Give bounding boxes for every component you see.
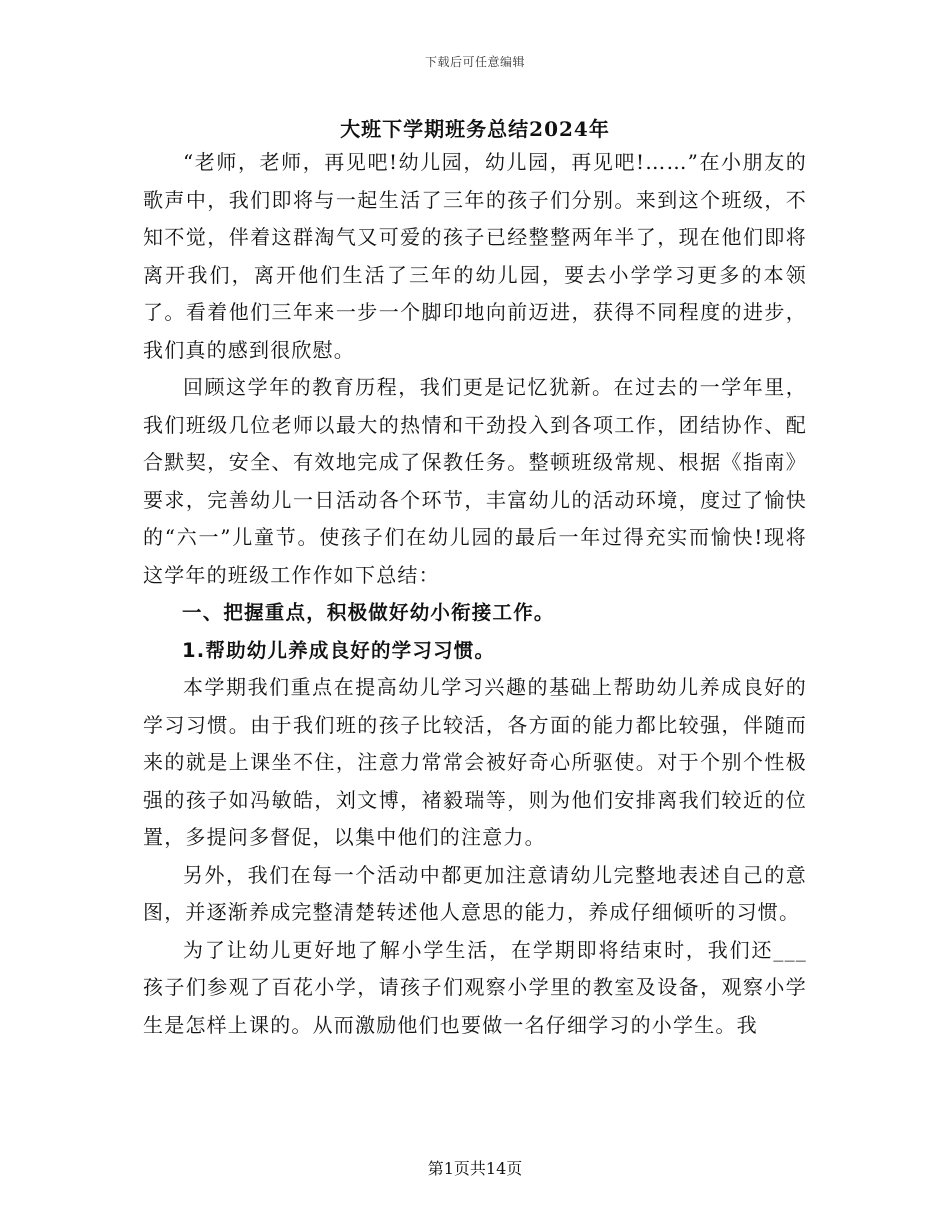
paragraph-intro: “老师，老师，再见吧!幼儿园，幼儿园，再见吧!……”在小朋友的歌声中，我们即将与一起生活了三年的孩子们分别。来到这个班级，不知不觉，伴着这群淘气又可爱的孩子已经整整两年半了，现在他们即将离开我们，离开他们生活了三年的幼儿园，要去小学学习更多的本领了。看着他们三年来一步一个脚印地向前迈进，获得不同程度的进步，我们真的感到很欣慰。 [143, 150, 807, 362]
page-header-note: 下载后可任意编辑 [424, 55, 525, 69]
paragraph-learning-habits: 本学期我们重点在提高幼儿学习兴趣的基础上帮助幼儿养成良好的学习习惯。由于我们班的孩子比较活，各方面的能力都比较强，伴随而来的就是上课坐不住，注意力常常会被好奇心所驱使。对于个别个性极强的孩子如冯敏皓，刘文博，褚毅瑞等，则为他们安排离我们较近的位置，多提问多督促，以集中他们的注意力。 [143, 675, 807, 849]
paragraph-review: 回顾这学年的教育历程，我们更是记忆犹新。在过去的一学年里，我们班级几位老师以最大的热情和干劲投入到各项工作，团结协作、配合默契，安全、有效地完成了保教任务。整顿班级常规、根据《指南》要求，完善幼儿一日活动各个环节，丰富幼儿的活动环境，度过了愉快的“六一”儿童节。使孩子们在幼儿园的最后一年过得充实而愉快!现将这学年的班级工作作如下总结： [143, 375, 807, 587]
subsection-heading-1-1: 1.帮助幼儿养成良好的学习习惯。 [182, 638, 496, 662]
paragraph-expression: 另外，我们在每一个活动中都更加注意请幼儿完整地表述自己的意图，并逐渐养成完整清楚转述他人意思的能力，养成仔细倾听的习惯。 [143, 862, 807, 924]
page-footer-number: 第1页共14页 [427, 1159, 523, 1178]
section-heading-1: 一、把握重点，积极做好幼小衔接工作。 [182, 601, 555, 624]
document-body [143, 144, 807, 1044]
document-title: 大班下学期班务总结2024年 [340, 117, 610, 141]
paragraph-school-visit: 为了让幼儿更好地了解小学生活，在学期即将结束时，我们还___孩子们参观了百花小学，请孩子们观察小学里的教室及设备，观察小学生是怎样上课的。从而激励他们也要做一名仔细学习的小学生。我 [143, 937, 807, 1037]
